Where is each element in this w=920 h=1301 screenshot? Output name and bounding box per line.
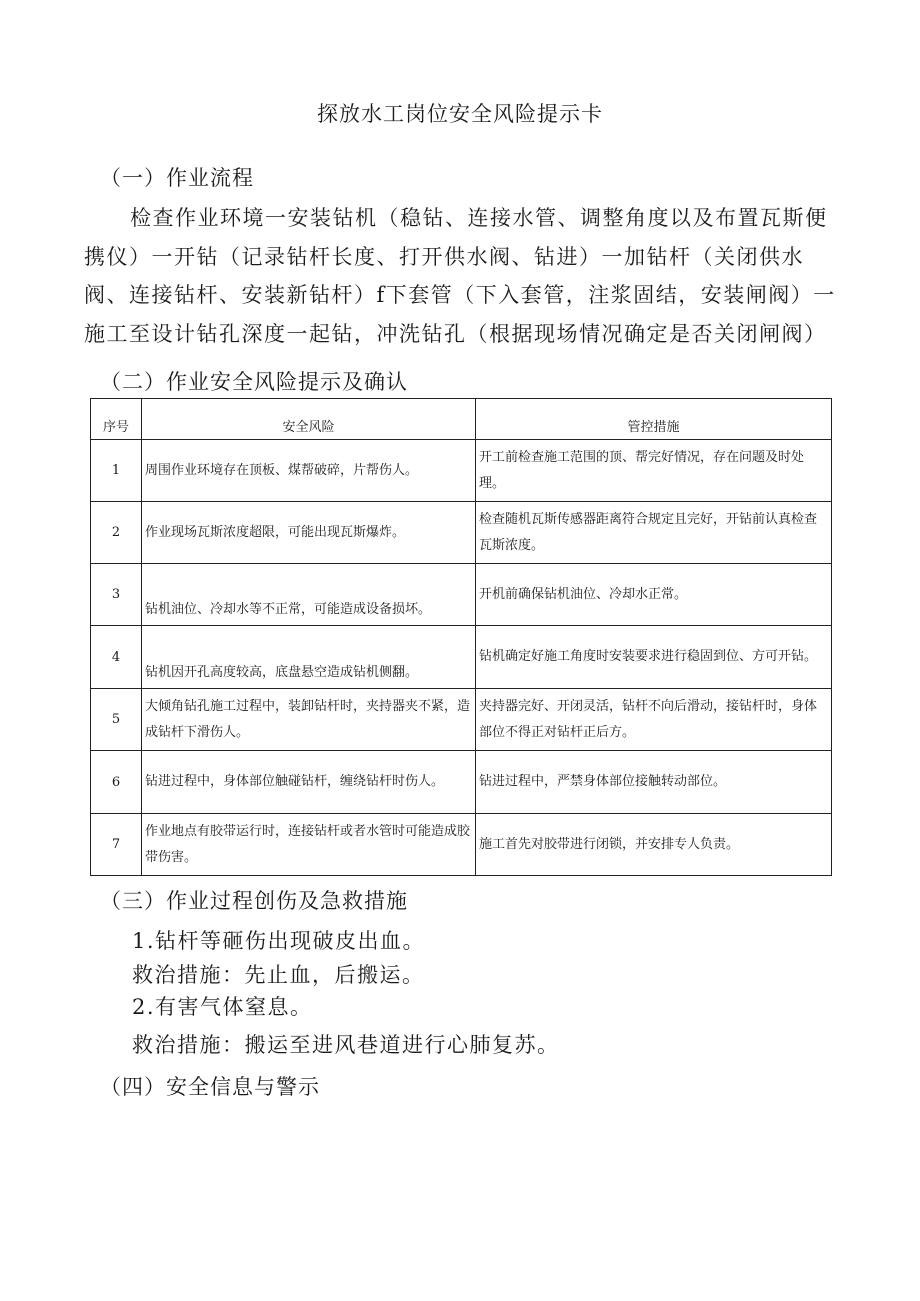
section-4-heading: （四）安全信息与警示 xyxy=(100,1075,320,1099)
injury-item-1: 1.钻杆等砸伤出现破皮出血。 xyxy=(132,929,426,953)
row-risk: 作业现场瓦斯浓度超限，可能出现瓦斯爆炸。 xyxy=(142,502,476,564)
table-row xyxy=(91,814,832,876)
row-no: 6 xyxy=(91,751,142,814)
row-risk: 作业地点有胶带运行时，连接钻杆或者水管时可能造成胶带伤害。 xyxy=(142,814,476,876)
row-no: 1 xyxy=(91,440,142,502)
row-no: 7 xyxy=(91,814,142,876)
risk-table xyxy=(90,398,832,876)
table-row xyxy=(91,689,832,751)
row-risk: 钻机油位、冷却水等不正常，可能造成设备损坏。 xyxy=(142,564,476,626)
header-no: 序号 xyxy=(91,399,142,440)
table-row xyxy=(91,751,832,814)
row-measure: 开工前检查施工范围的顶、帮完好情况，存在问题及时处理。 xyxy=(476,440,832,502)
page-title: 探放水工岗位安全风险提示卡 xyxy=(317,102,603,126)
table-header-row xyxy=(91,399,832,440)
treatment-item-2: 救治措施：搬运至进风巷道进行心肺复苏。 xyxy=(132,1033,560,1057)
row-measure: 施工首先对胶带进行闭锁，并安排专人负责。 xyxy=(476,814,832,876)
treatment-item-1: 救治措施：先止血，后搬运。 xyxy=(132,963,425,987)
table-row xyxy=(91,626,832,689)
row-measure: 检查随机瓦斯传感器距离符合规定且完好，开钻前认真检查瓦斯浓度。 xyxy=(476,502,832,564)
row-measure: 钻机确定好施工角度时安装要求进行稳固到位、方可开钻。 xyxy=(476,626,832,689)
row-measure: 钻进过程中，严禁身体部位接触转动部位。 xyxy=(476,751,832,814)
table-row xyxy=(91,440,832,502)
section-1-heading: （一）作业流程 xyxy=(100,166,254,190)
injury-item-2: 2.有害气体窒息。 xyxy=(132,995,313,1019)
row-no: 4 xyxy=(91,626,142,689)
row-measure: 夹持器完好、开闭灵活，钻杆不向后滑动，接钻杆时，身体部位不得正对钻杆正后方。 xyxy=(476,689,832,751)
section-2-heading: （二）作业安全风险提示及确认 xyxy=(100,370,408,394)
section-1-body: 检查作业环境一安装钻机（稳钻、连接水管、调整角度以及布置瓦斯便携仪）一开钻（记录钻杆长度、打开供水阀、钻进）一加钻杆（关闭供水阀、连接钻杆、安装新钻杆）f下套管（下入套管，注浆固结，安装闸阀）一施工至设计钻孔深度一起钻，冲洗钻孔（根据现场情况确定是否关闭闸阀） xyxy=(84,206,836,346)
header-risk: 安全风险 xyxy=(142,399,476,440)
row-risk: 周围作业环境存在顶板、煤帮破碎，片帮伤人。 xyxy=(142,440,476,502)
row-no: 3 xyxy=(91,564,142,626)
section-3-heading: （三）作业过程创伤及急救措施 xyxy=(100,889,408,913)
table-row xyxy=(91,502,832,564)
row-risk: 大倾角钻孔施工过程中，装卸钻杆时，夹持器夹不紧，造成钻杆下滑伤人。 xyxy=(142,689,476,751)
row-no: 2 xyxy=(91,502,142,564)
header-measure: 管控措施 xyxy=(476,399,832,440)
table-row xyxy=(91,564,832,626)
row-risk: 钻进过程中，身体部位触碰钻杆，缠绕钻杆时伤人。 xyxy=(142,751,476,814)
row-measure: 开机前确保钻机油位、冷却水正常。 xyxy=(476,564,832,626)
row-risk: 钻机因开孔高度较高，底盘悬空造成钻机侧翻。 xyxy=(142,626,476,689)
row-no: 5 xyxy=(91,689,142,751)
